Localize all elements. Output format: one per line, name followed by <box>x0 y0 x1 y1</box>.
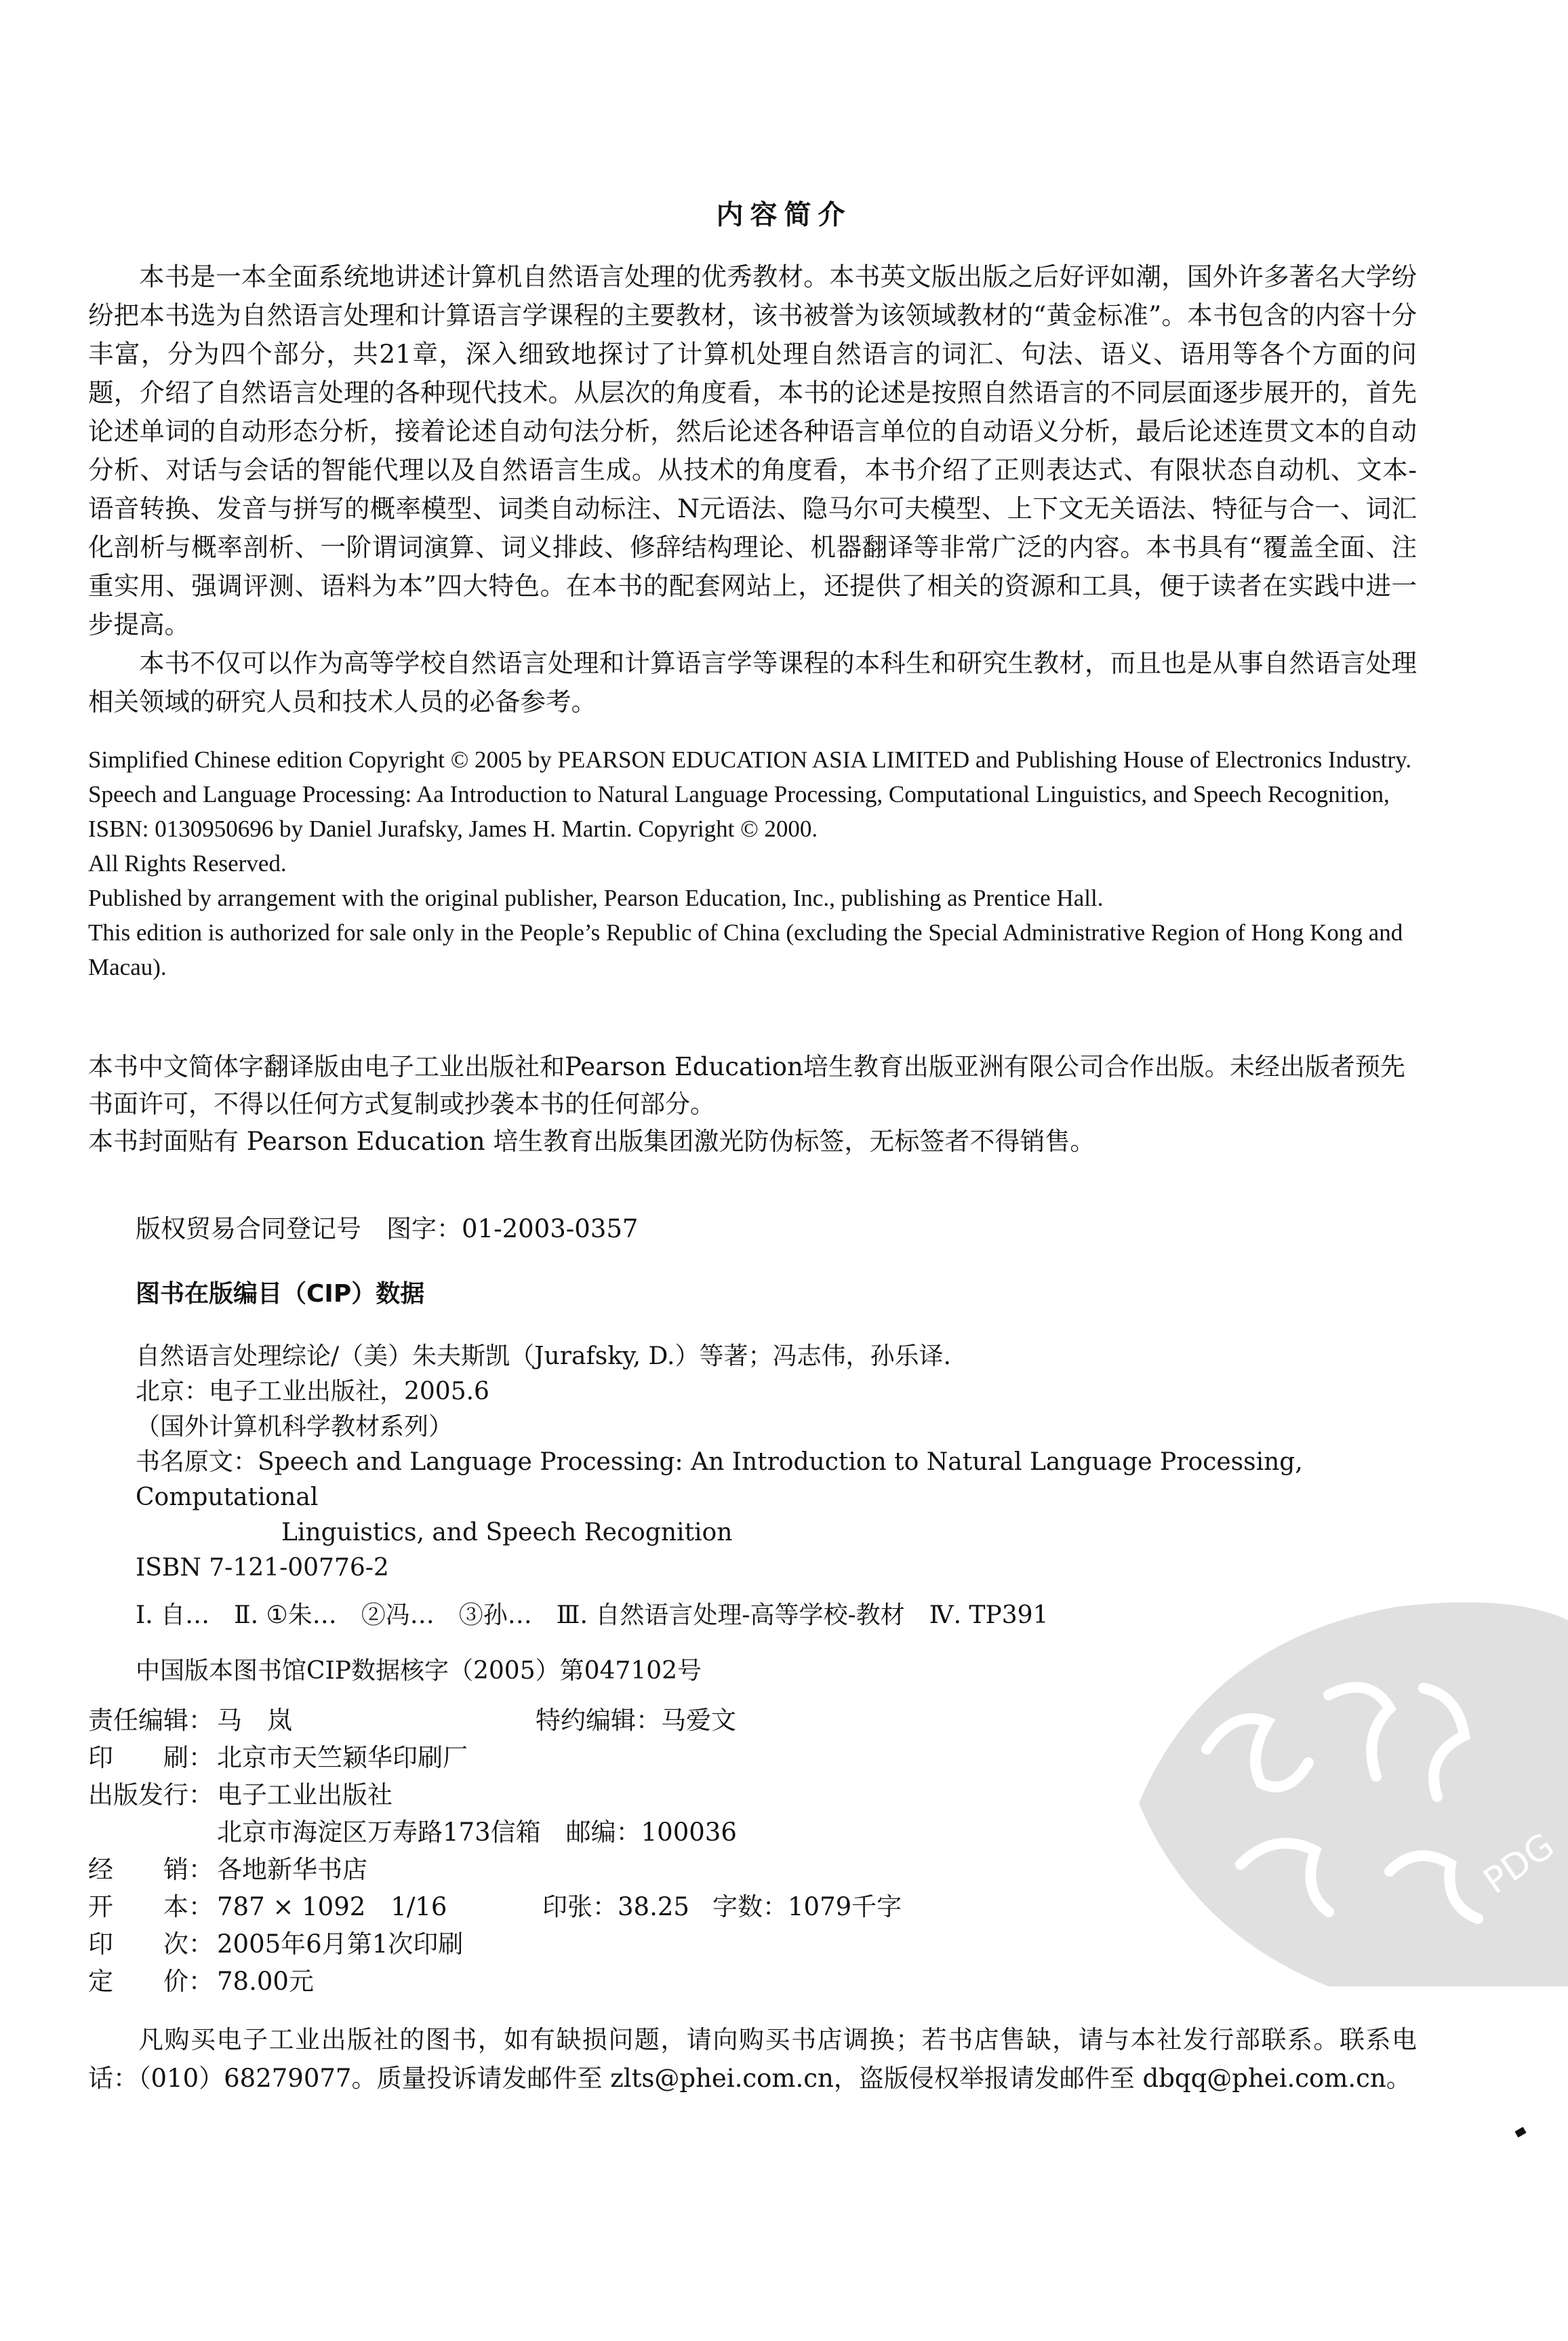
watermark-shape <box>1139 1602 1568 1986</box>
page-title: 内容简介 <box>716 199 852 231</box>
library-stamp-watermark <box>1071 1580 1568 1986</box>
cip-heading: 图书在版编目（CIP）数据 <box>136 1280 425 1308</box>
purchase-notice <box>88 2020 1417 2098</box>
copyright-line: Speech and Language Processing: Aa Introduction to Natural Language Processing, Computational Linguistics, and Speech Recognition, ISBN: 0130950696 by Daniel Jurafsky, James H. Martin. Copyright © 2000. <box>88 781 1390 842</box>
english-copyright-notice <box>88 742 1417 984</box>
printer-label: 印 刷： <box>88 1743 214 1772</box>
copyright-line: This edition is authorized for sale only in the People’s Republic of China (excluding the Special Administrative Region of Hong Kong and Macau). <box>88 919 1403 980</box>
cip-line: （国外计算机科学教材系列） <box>136 1413 454 1441</box>
summary-paragraph: 本书不仅可以作为高等学校自然语言处理和计算语言学等课程的本科生和研究生教材，而且也是从事自然语言处理相关领域的研究人员和技术人员的必备参考。 <box>88 648 1417 717</box>
words-label: 字数： <box>712 1892 788 1921</box>
format-label: 开 本： <box>88 1892 214 1921</box>
copyright-line: 本书中文简体字翻译版由电子工业出版社和Pearson Education培生教育出版亚洲有限公司合作出版。未经出版者预先书面许可，不得以任何方式复制或抄袭本书的任何部分。 <box>88 1052 1405 1119</box>
distributor-value: 各地新华书店 <box>217 1855 367 1884</box>
watermark-label: PDG <box>1476 1825 1562 1902</box>
copyright-line: Simplified Chinese edition Copyright © 2005 by PEARSON EDUCATION ASIA LIMITED and Publishing House of Electronics Industry. <box>88 746 1412 773</box>
summary-paragraph: 本书是一本全面系统地讲述计算机自然语言处理的优秀教材。本书英文版出版之后好评如潮，国外许多著名大学纷纷把本书选为自然语言处理和计算语言学课程的主要教材，该书被誉为该领域教材的“黄金标准”。本书包含的内容十分丰富，分为四个部分，共21章，深入细致地探讨了计算机处理自然语言的词汇、句法、语义、语用等各个方面的问题，介绍了自然语言处理的各种现代技术。从层次的角度看，本书的论述是按照自然语言的不同层面逐步展开的，首先论述单词的自动形态分析，接着论述自动句法分析，然后论述各种语言单位的自动语义分析，最后论述连贯文本的自动分析、对话与会话的智能代理以及自然语言生成。从技术的角度看，本书介绍了正则表达式、有限状态自动机、文本-语音转换、发音与拼写的概率模型、词类自动标注、N元语法、隐马尔可夫模型、上下文无关语法、特征与合一、词汇化剖析与概率剖析、一阶谓词演算、词义排歧、修辞结构理论、机器翻译等非常广泛的内容。本书具有“覆盖全面、注重实用、强调评测、语料为本”四大特色。在本书的配套网站上，还提供了相关的资源和工具，便于读者在实践中进一步提高。 <box>88 262 1417 639</box>
special-editor-label: 特约编辑： <box>536 1706 661 1735</box>
publisher-value: 电子工业出版社 <box>217 1780 393 1809</box>
copyright-line: 本书封面贴有 Pearson Education 培生教育出版集团激光防伪标签，无标签者不得销售。 <box>88 1127 1095 1156</box>
publisher-address: 北京市海淀区万寿路173信箱 邮编：100036 <box>217 1818 737 1847</box>
cip-verification: 中国版本图书馆CIP数据核字（2005）第047102号 <box>136 1657 702 1685</box>
cip-line: Linguistics, and Speech Recognition <box>281 1519 733 1546</box>
words-value: 1079千字 <box>788 1892 902 1921</box>
cip-line: 北京：电子工业出版社，2005.6 <box>136 1378 489 1405</box>
copyright-line: All Rights Reserved. <box>88 850 287 877</box>
scan-mark <box>1514 2127 1526 2138</box>
cip-subjects: Ⅰ. 自… Ⅱ. ①朱… ②冯… ③孙… Ⅲ. 自然语言处理-高等学校-教材 Ⅳ. TP391 <box>136 1601 1049 1629</box>
publisher-label: 出版发行： <box>88 1780 214 1809</box>
registration-number: 版权贸易合同登记号 图字：01-2003-0357 <box>136 1214 639 1243</box>
format-value: 787 × 1092 1/16 <box>217 1892 447 1921</box>
impression-value: 2005年6月第1次印刷 <box>217 1929 464 1959</box>
distributor-label: 经 销： <box>88 1855 214 1884</box>
content-summary <box>88 258 1417 721</box>
printer-value: 北京市天竺颖华印刷厂 <box>217 1743 468 1772</box>
cip-line: 自然语言处理综论/（美）朱夫斯凯（Jurafsky, D.）等著；冯志伟，孙乐译. <box>136 1342 951 1370</box>
impression-label: 印 次： <box>88 1929 214 1959</box>
special-editor-value: 马爱文 <box>661 1706 736 1735</box>
price-label: 定 价： <box>88 1967 214 1996</box>
editor-label: 责任编辑： <box>88 1706 214 1735</box>
cip-line: 书名原文：Speech and Language Processing: An Introduction to Natural Language Processing, Computational <box>136 1448 1303 1511</box>
sheets-value: 38.25 <box>618 1892 689 1921</box>
price-value: 78.00元 <box>217 1967 314 1996</box>
chinese-copyright-notice <box>88 1048 1417 1160</box>
cip-isbn: ISBN 7-121-00776-2 <box>136 1554 389 1582</box>
copyright-line: Published by arrangement with the original publisher, Pearson Education, Inc., publishing as Prentice Hall. <box>88 885 1104 911</box>
sheets-label: 印张： <box>542 1892 618 1921</box>
notice-paragraph: 凡购买电子工业出版社的图书，如有缺损问题，请向购买书店调换；若书店售缺，请与本社发行部联系。联系电话：（010）68279077。质量投诉请发邮件至 zlts@phei.com.cn，盗版侵权举报请发邮件至 dbqq@phei.com.cn。 <box>88 2025 1417 2093</box>
editor-value: 马 岚 <box>217 1706 292 1735</box>
